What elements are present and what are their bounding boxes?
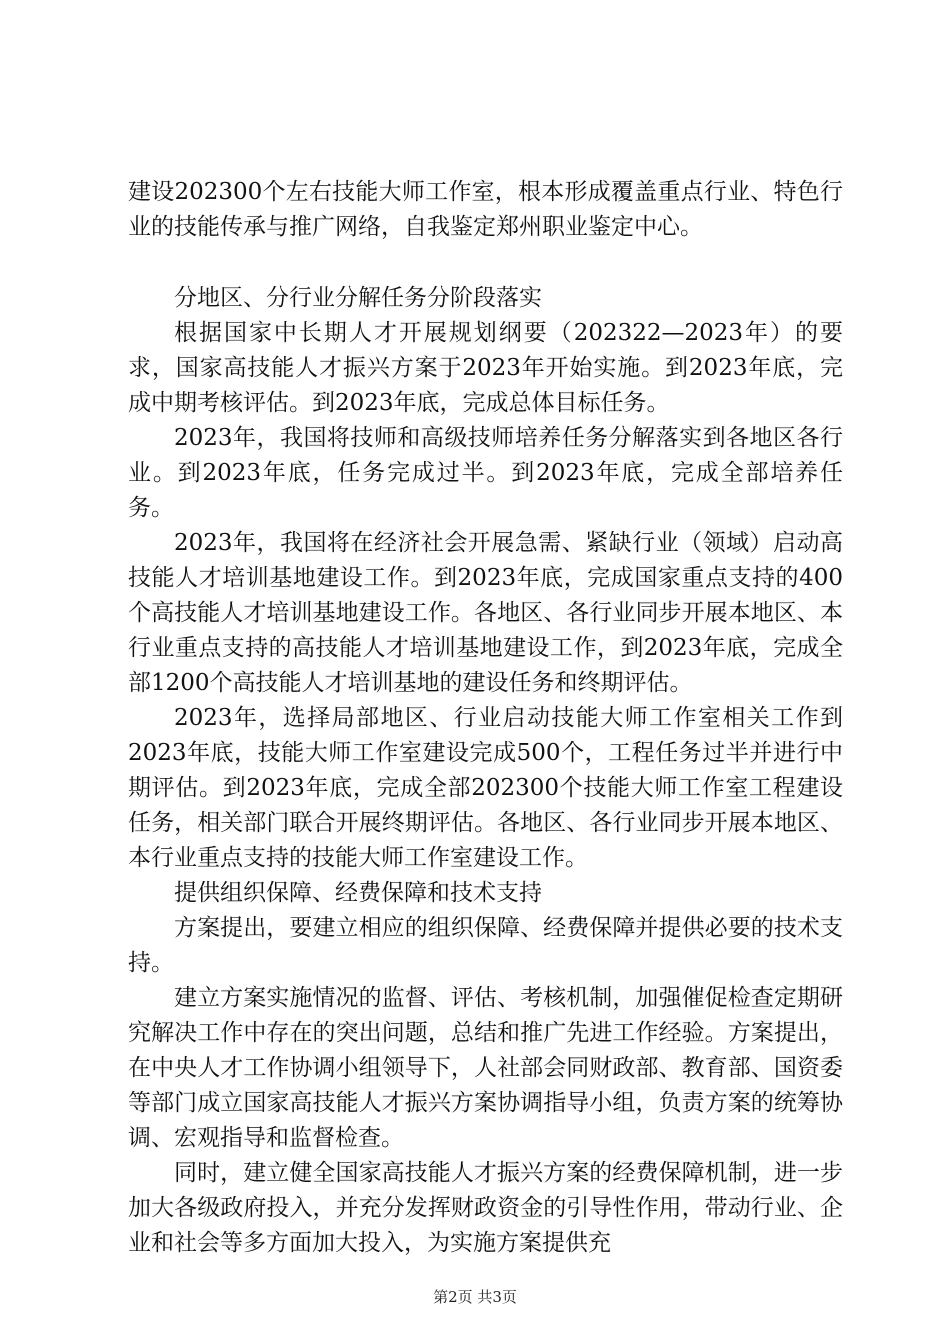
page-number-footer: 第2页 共3页 [433, 1288, 517, 1306]
paragraph-master-studios: 2023年，选择局部地区、行业启动技能大师工作室相关工作到2023年底，技能大师工作室建设完成500个，工程任务过半并进行中期评估。到2023年底，完成全部202300个技能大师工作室工程建设任务，相关部门联合开展终期评估。各地区、各行业同步开展本地区、本行业重点支持的技能大师工作室建设工作。 [128, 705, 843, 871]
paragraph-intro: 建设202300个左右技能大师工作室，根本形成覆盖重点行业、特色行业的技能传承与推广网络，自我鉴定郑州职业鉴定中心。 [128, 179, 843, 240]
paragraph-technician-training: 2023年，我国将技师和高级技师培养任务分解落实到各地区各行业。到2023年底，任务完成过半。到2023年底，完成全部培养任务。 [128, 425, 843, 521]
section-heading-support: 提供组织保障、经费保障和技术支持 [174, 880, 542, 906]
paragraph-funding: 同时，建立健全国家高技能人才振兴方案的经费保障机制，进一步加大各级政府投入，并充分发挥财政资金的引导性作用，带动行业、企业和社会等多方面加大投入，为实施方案提供充 [128, 1160, 843, 1256]
document-body [128, 175, 843, 1261]
paragraph-supervision: 建立方案实施情况的监督、评估、考核机制，加强催促检查定期研究解决工作中存在的突出问题，总结和推广先进工作经验。方案提出，在中央人才工作协调小组领导下，人社部会同财政部、教育部、国资委等部门成立国家高技能人才振兴方案协调指导小组，负责方案的统筹协调、宏观指导和监督检查。 [128, 985, 843, 1151]
section-heading-phased-tasks: 分地区、分行业分解任务分阶段落实 [174, 285, 542, 311]
paragraph-plan-timeline: 根据国家中长期人才开展规划纲要（202322—2023年）的要求，国家高技能人才振兴方案于2023年开始实施。到2023年底，完成中期考核评估。到2023年底，完成总体目标任务。 [128, 320, 843, 416]
paragraph-training-bases: 2023年，我国将在经济社会开展急需、紧缺行业（领域）启动高技能人才培训基地建设工作。到2023年底，完成国家重点支持的400个高技能人才培训基地建设工作。各地区、各行业同步开展本地区、本行业重点支持的高技能人才培训基地建设工作，到2023年底，完成全部1200个高技能人才培训基地的建设任务和终期评估。 [128, 530, 843, 696]
paragraph-support-intro: 方案提出，要建立相应的组织保障、经费保障并提供必要的技术支持。 [128, 915, 843, 976]
